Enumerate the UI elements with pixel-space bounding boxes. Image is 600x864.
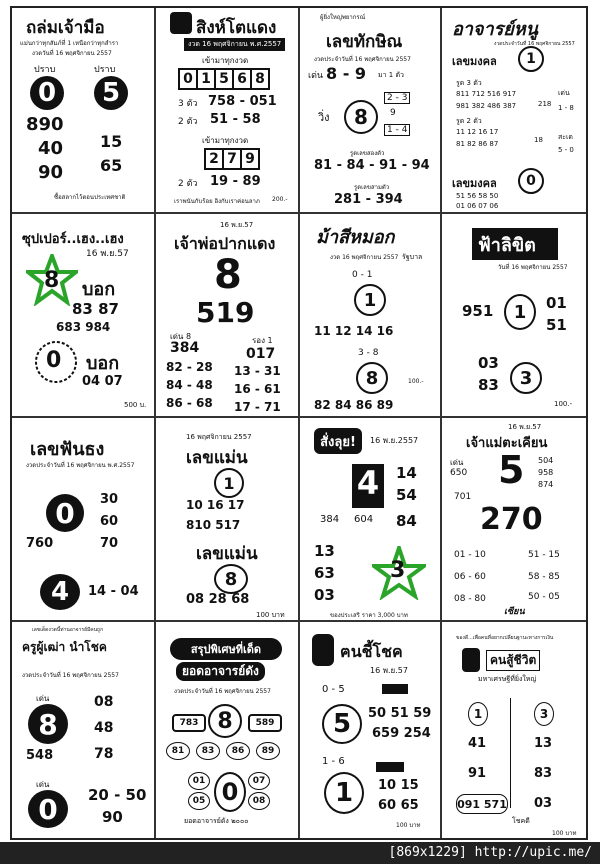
number: 958 xyxy=(538,468,554,477)
panel-date: 16 พ.ย.2557 xyxy=(370,436,419,445)
panel-title: ม้าสีหมอก xyxy=(316,227,395,248)
panel-title: สรุปพิเศษที่เด็ด xyxy=(170,638,282,660)
panel-title: ซุปเปอร์..เฮง..เฮง xyxy=(22,232,124,247)
highlight-number: 0 xyxy=(214,772,246,812)
number: 90 xyxy=(102,808,123,826)
number: 11 12 16 17 xyxy=(456,128,499,136)
number: 03 xyxy=(534,796,553,811)
logo-icon xyxy=(462,648,480,672)
panel-date: งวดประจำวันที่ 16 พฤศจิกายน 2557 xyxy=(314,56,411,63)
number: 811 712 516 917 xyxy=(456,90,517,98)
panel-chao-mae-takhian xyxy=(442,418,588,620)
highlight-number: 8 xyxy=(28,704,68,744)
number: 90 xyxy=(38,162,64,183)
number: 86 - 68 xyxy=(166,396,213,410)
digit-box: 1 xyxy=(196,68,216,90)
number: 08 xyxy=(94,694,114,710)
highlight-number: 8 xyxy=(214,564,248,594)
panel-title: เลขแม่น xyxy=(186,448,248,468)
label: รอง 1 xyxy=(252,336,273,345)
number: 65 xyxy=(100,156,123,175)
number: 60 xyxy=(100,514,119,529)
number: 07 xyxy=(248,772,270,790)
number: 10 15 xyxy=(378,778,419,793)
number: 30 xyxy=(100,492,119,507)
label: เด่น xyxy=(308,71,324,81)
highlight-number: 3 xyxy=(390,558,406,583)
panel-chao-pho-pak-daeng xyxy=(156,214,298,416)
panel-date: 16 พ.ย.57 xyxy=(220,221,254,229)
lottery-sheet xyxy=(10,6,588,840)
label: ปราบ xyxy=(94,65,116,75)
panel-title: เลขฟันธง xyxy=(30,439,105,460)
panel-khon-su-chiwit xyxy=(442,622,588,840)
panel-date: 16 พ.ย.57 xyxy=(86,249,129,259)
number: 11 12 14 16 xyxy=(314,324,394,338)
number: 758 - 051 xyxy=(208,94,277,109)
highlight-number: 8 xyxy=(344,100,378,134)
number: 81 xyxy=(166,742,190,760)
redacted-bar xyxy=(376,762,404,772)
panel-title: เลขแม่น xyxy=(196,544,258,564)
number: 08 - 80 xyxy=(454,594,486,604)
highlight-number: 0 xyxy=(30,76,64,110)
highlight-number: 0 xyxy=(46,494,84,532)
highlight-number: 4 xyxy=(352,464,384,508)
number: 89 xyxy=(256,742,280,760)
panel-title: สั่งลุย! xyxy=(314,428,362,454)
signature-text: เซียน xyxy=(504,607,525,617)
highlight-number: 0 xyxy=(28,790,68,828)
number: 82 - 28 xyxy=(166,360,213,374)
panel-date: งวดประจำวันที่ 16 พฤศจิกายน 2557 xyxy=(174,688,271,695)
panel-date: 16 พฤศจิกายน 2557 xyxy=(186,433,252,441)
number: 504 xyxy=(538,456,554,465)
panel-lek-thaksin xyxy=(300,8,440,212)
number: 783 xyxy=(172,714,206,732)
panel-date: งวดประจำวันที่ 16 พฤศจิกายน 2557 xyxy=(22,672,119,679)
number: 50 - 05 xyxy=(528,592,560,602)
number: 01 06 07 06 xyxy=(456,202,499,210)
number: 63 xyxy=(314,564,335,582)
panel-khru-phu-thao xyxy=(12,622,154,840)
number: 2 - 3 xyxy=(384,92,410,104)
label: รูด 2 ตัว xyxy=(456,117,482,125)
highlight-number: 1 xyxy=(468,702,488,726)
label: สะเด xyxy=(558,133,573,141)
number: 218 xyxy=(538,100,552,108)
panel-ma-si-mok xyxy=(300,214,440,416)
highlight-number: 1 xyxy=(518,46,544,72)
label: เลขมงคล xyxy=(452,177,497,190)
number: 51 56 58 50 xyxy=(456,192,499,200)
panel-fa-likhit xyxy=(442,214,588,416)
number: 48 xyxy=(94,720,114,736)
highlight-number: 8 xyxy=(44,268,60,293)
note: เราพนันกับร้อย อิงกับเราค่อนลาภ xyxy=(174,198,260,205)
panel-achan-nu xyxy=(442,8,588,212)
panel-date: 16 พ.ย.57 xyxy=(508,423,542,431)
number: 50 51 59 xyxy=(368,706,432,721)
number: 10 16 17 xyxy=(186,498,245,512)
highlight-number: 3 xyxy=(534,702,554,726)
label: รัฐบาล xyxy=(402,253,423,261)
number: 20 - 50 xyxy=(88,786,147,804)
number: 13 xyxy=(314,542,335,560)
number: 683 984 xyxy=(56,320,111,334)
number: 15 xyxy=(100,132,123,151)
panel-khon-chi-chok xyxy=(300,622,440,840)
number: 81 - 84 - 91 - 94 xyxy=(314,158,430,173)
panel-lek-fan-thong xyxy=(12,418,154,620)
footer-text: [869x1229] http://upic.me/ xyxy=(388,845,592,860)
label: เด่น xyxy=(558,89,570,97)
label: 2 ตัว xyxy=(178,179,198,189)
price: 100 บาท xyxy=(256,611,285,619)
footer-note: ยอดอาจารย์ดัง ๒๐๐๐ xyxy=(184,817,249,825)
number: 51 xyxy=(546,316,567,334)
number: 548 xyxy=(26,748,54,763)
panel-title: เจ้าแม่ตะเคียน xyxy=(466,436,548,451)
number: 84 xyxy=(396,512,417,530)
number: 589 xyxy=(248,714,282,732)
number: 19 - 89 xyxy=(210,174,261,189)
label: 1 - 6 xyxy=(322,756,345,767)
number: 650 xyxy=(450,468,468,478)
label: รูด 3 ตัว xyxy=(456,79,482,87)
highlight-number: 1 xyxy=(214,468,244,498)
number: 1 - 8 xyxy=(558,104,574,112)
number: 83 xyxy=(196,742,220,760)
digit-box: 8 xyxy=(250,68,270,90)
highlight-number: 8 xyxy=(208,704,242,738)
number: 08 xyxy=(248,792,270,810)
number: 874 xyxy=(538,480,554,489)
digit-box: 7 xyxy=(222,148,242,170)
number: 83 xyxy=(478,376,499,394)
number: 91 xyxy=(468,766,487,781)
label: วิ่ง xyxy=(318,111,330,124)
number: 01 xyxy=(188,772,210,790)
highlight-number: 270 xyxy=(480,502,543,537)
number: 5 - 0 xyxy=(558,146,574,154)
panel-date: 16 พ.ย.57 xyxy=(370,666,408,675)
panel-sarup-phiset xyxy=(156,622,298,840)
panel-date: วันที่ 16 พฤศจิกายน 2557 xyxy=(498,264,568,271)
digit-box: 0 xyxy=(178,68,198,90)
label: ปราบ xyxy=(34,65,56,75)
panel-date: งวดประจำวันที่ 16 พฤศจิกายน พ.ศ.2557 xyxy=(26,462,135,469)
panel-subtitle: มหาเศรษฐีที่ยิ่งใหญ่ xyxy=(478,675,537,683)
label: เด่น xyxy=(36,780,50,789)
number: 017 xyxy=(246,346,276,362)
panel-kicker: ของดี...เพื่อคนที่อยากเปลี่ยนฐานะทางการเงิน xyxy=(456,635,554,641)
label: รูดเลขสามตัว xyxy=(354,184,390,191)
lion-logo-icon xyxy=(170,12,192,34)
signature-text: โชคดี xyxy=(512,817,530,825)
number: 01 xyxy=(546,294,567,312)
number: 81 82 86 87 xyxy=(456,140,499,148)
number: 701 xyxy=(454,492,472,502)
number: 18 xyxy=(534,136,543,144)
highlight-number: 1 xyxy=(324,772,364,814)
number: 384 xyxy=(170,340,200,356)
number: 281 - 394 xyxy=(334,192,403,207)
label: เลขมงคล xyxy=(452,55,497,68)
label: บอก xyxy=(86,353,120,374)
number: 760 xyxy=(26,536,54,551)
panel-subtitle: แม่นกว่าทุกสัมภ์ที่ 1 เหนือกว่าทุกสำรา xyxy=(20,40,119,47)
label: เด่น 8 xyxy=(170,332,192,341)
panel-thalom-chao-mue xyxy=(12,8,154,212)
highlight-number: 4 xyxy=(40,574,80,610)
number: 9 xyxy=(390,108,396,118)
price: 100.- xyxy=(554,400,573,408)
number: 86 xyxy=(226,742,250,760)
highlight-number: 1 xyxy=(354,284,386,316)
panel-sang-lui xyxy=(300,418,440,620)
panel-lek-maen xyxy=(156,418,298,620)
number: 890 xyxy=(26,114,64,135)
number: 05 xyxy=(188,792,210,810)
label: 0 - 1 xyxy=(352,270,373,280)
number: 84 - 48 xyxy=(166,378,213,392)
number: 1 - 4 xyxy=(384,124,410,136)
highlight-number: 8 xyxy=(214,252,242,298)
redacted-bar xyxy=(382,684,408,694)
highlight-number: 5 xyxy=(322,704,362,744)
number: 810 517 xyxy=(186,518,241,532)
label: เด่น xyxy=(450,458,464,467)
label: เข้ามาทุกงวด xyxy=(202,56,249,65)
highlight-number: 3 xyxy=(510,362,542,394)
digit-box: 9 xyxy=(240,148,260,170)
image-footer-bar xyxy=(0,842,600,864)
number: 06 - 60 xyxy=(454,572,486,582)
number: 51 - 58 xyxy=(210,112,261,127)
number: 54 xyxy=(396,486,417,504)
panel-title: ครูผู้เฒ่า นำโชค xyxy=(22,640,107,654)
panel-super-heng xyxy=(12,214,154,416)
panel-singto-daeng xyxy=(156,8,298,212)
price: 100 บาท xyxy=(396,822,421,829)
number: 51 - 15 xyxy=(528,550,560,560)
note: ซื้อสลากไว้ตอนประเทศชาติ xyxy=(54,194,126,201)
number: 604 xyxy=(354,514,374,525)
number: 384 xyxy=(320,514,340,525)
number: 40 xyxy=(38,138,64,159)
number: 58 - 85 xyxy=(528,572,560,582)
label: บอก xyxy=(82,279,116,300)
number: 60 65 xyxy=(378,798,419,813)
number: 08 28 68 xyxy=(186,592,250,607)
label: 3 - 8 xyxy=(358,348,379,358)
number: 981 382 486 387 xyxy=(456,102,517,110)
highlight-number: 1 xyxy=(504,294,536,330)
label: มา 1 ตัว xyxy=(378,71,404,79)
number: 13 xyxy=(534,736,553,751)
panel-title: เจ้าพ่อปากแดง xyxy=(174,234,276,253)
label: 2 ตัว xyxy=(178,117,198,127)
price: 100 บาท xyxy=(552,830,577,837)
number: 951 xyxy=(462,302,494,320)
column-divider xyxy=(510,698,511,808)
number: 41 xyxy=(468,736,487,751)
digit-box: 5 xyxy=(214,68,234,90)
highlight-number: 0 xyxy=(518,168,544,194)
number: 13 - 31 xyxy=(234,364,281,378)
label: รูดเลขสองตัว xyxy=(350,150,385,157)
panel-title: เลขทักษิณ xyxy=(326,32,403,52)
label: เด่น xyxy=(36,694,50,703)
highlight-number: 0 xyxy=(46,348,62,373)
label: 0 - 5 xyxy=(322,684,345,695)
digit-box: 6 xyxy=(232,68,252,90)
highlight-number: 5 xyxy=(498,448,525,492)
price: 200.- xyxy=(272,196,288,203)
number: 04 07 xyxy=(82,374,123,389)
price: 500 บ. xyxy=(124,401,147,409)
number: 14 xyxy=(396,464,417,482)
highlight-number: 8 xyxy=(356,362,388,394)
panel-date: งวดวันที่ 16 พฤศจิกายน 2557 xyxy=(32,50,112,57)
panel-title: ฟ้าลิขิต xyxy=(478,235,536,256)
price: 100.- xyxy=(408,378,424,385)
number: 8 - 9 xyxy=(326,64,367,83)
panel-date: งวด 16 พฤศจิกายน พ.ศ.2557 xyxy=(184,38,285,51)
number: 17 - 71 xyxy=(234,400,281,414)
panel-date: งวดประจำวันที่ 16 พฤศจิกายน 2557 xyxy=(494,41,575,47)
digit-box: 2 xyxy=(204,148,224,170)
number: 83 xyxy=(534,766,553,781)
label: 3 ตัว xyxy=(178,99,198,109)
number: 78 xyxy=(94,746,114,762)
panel-subtitle: ยอดอาจารย์ดัง xyxy=(176,662,265,681)
panel-title: ถล่มเจ้ามือ xyxy=(26,18,105,38)
number: 03 xyxy=(478,354,499,372)
panel-title: ฅนชี้โชค xyxy=(340,642,403,661)
price: ของประเสริ ราคา 3,000 บาท xyxy=(330,612,408,619)
number: 03 xyxy=(314,586,335,604)
number: 659 254 xyxy=(372,726,431,741)
number: 091 571 xyxy=(456,794,508,814)
number: 14 - 04 xyxy=(88,584,139,599)
number: 82 84 86 89 xyxy=(314,398,394,412)
highlight-number: 5 xyxy=(94,76,128,110)
number: 83 87 xyxy=(72,300,119,318)
panel-title: สิงห์โตแดง xyxy=(196,18,277,38)
number: 16 - 61 xyxy=(234,382,281,396)
panel-kicker: ผู้ยิ่งใหญ่พยากรณ์ xyxy=(320,14,366,21)
panel-title: คนสู้ชีวิต xyxy=(486,650,540,671)
panel-title: อาจารย์หนู xyxy=(452,19,538,40)
number: 70 xyxy=(100,536,119,551)
panel-date: งวด 16 พฤศจิกายน 2557 xyxy=(330,254,399,261)
highlight-number: 519 xyxy=(196,296,255,329)
label: เข้ามาทุกงวด xyxy=(202,136,249,145)
logo-icon xyxy=(312,634,334,666)
number: 01 - 10 xyxy=(454,550,486,560)
panel-kicker: เลขเด็ดงวดนี้ท่านอาจารย์มีคนถูก xyxy=(32,627,104,633)
